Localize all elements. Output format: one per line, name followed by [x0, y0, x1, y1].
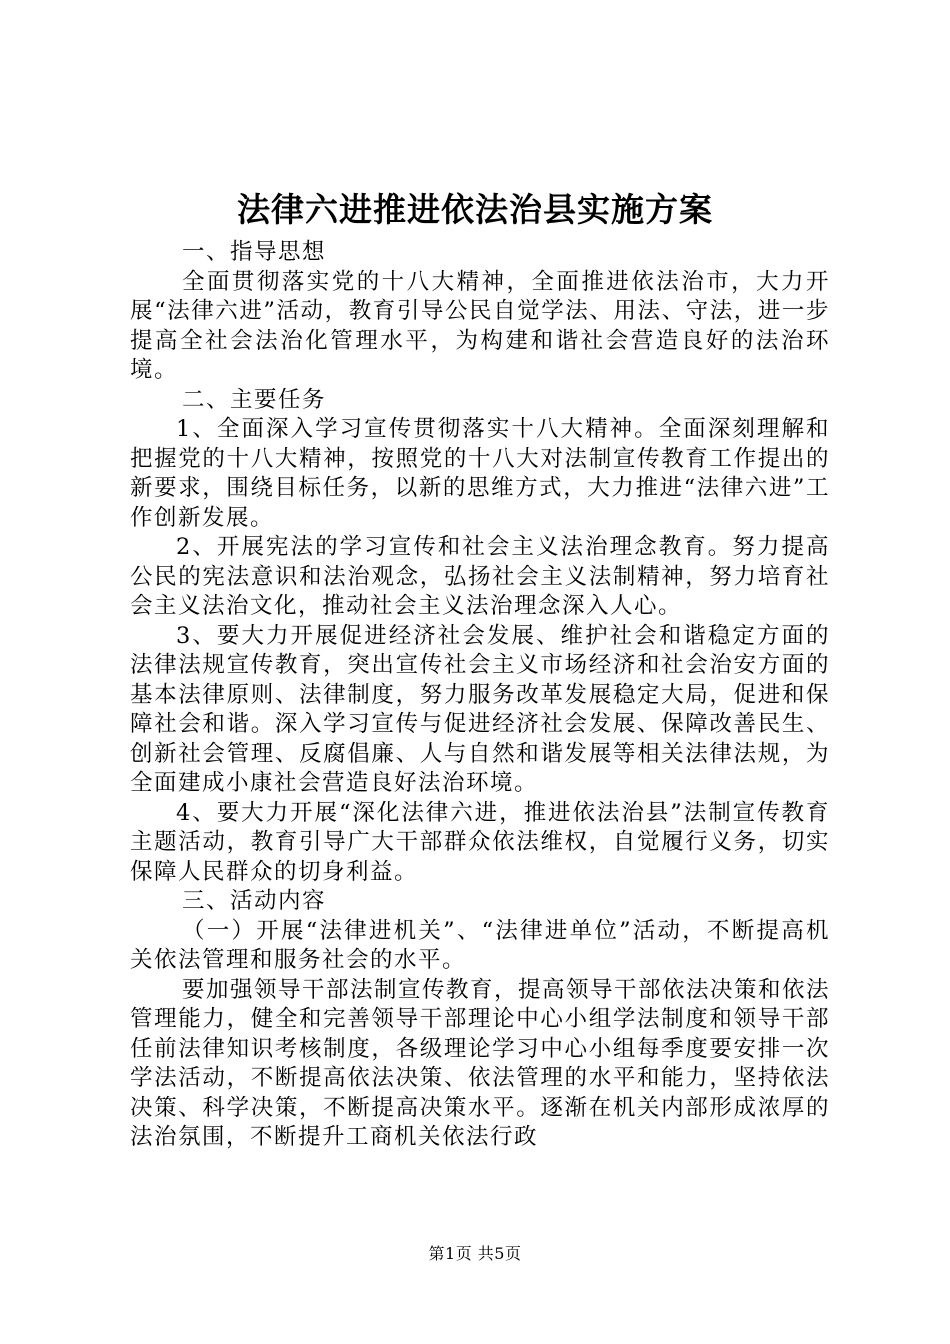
section-heading-guiding-ideology: 一、指导思想 — [182, 239, 327, 265]
section-heading-activities: 三、活动内容 — [182, 888, 327, 914]
document-body — [130, 238, 830, 1153]
section-heading-main-tasks: 二、主要任务 — [182, 386, 327, 413]
paragraph-task-4: 4、要大力开展“深化法律六进，推进依法治县”法制宣传教育主题活动，教育引导广大干部群众依法维权，自觉履行义务，切实保障人民群众的切身利益。 — [130, 799, 830, 885]
paragraph-activity-1-heading: （一）开展“法律进机关”、“法律进单位”活动，不断提高机关依法管理和服务社会的水平。 — [130, 917, 830, 973]
paragraph-task-3: 3、要大力开展促进经济社会发展、维护社会和谐稳定方面的法律法规宣传教育，突出宣传社会主义市场经济和社会治安方面的基本法律原则、法律制度，努力服务改革发展稳定大局，促进和保障社会和谐。深入学习宣传与促进经济社会发展、保障改善民生、创新社会管理、反腐倡廉、人与自然和谐发展等相关法律法规，为全面建成小康社会营造良好法治环境。 — [130, 622, 830, 796]
page-footer: 第1页 共5页 — [428, 1244, 522, 1263]
document-title: 法律六进推进依法治县实施方案 — [237, 190, 713, 229]
paragraph-guiding-ideology: 全面贯彻落实党的十八大精神，全面推进依法治市，大力开展“法律六进”活动，教育引导公民自觉学法、用法、守法，进一步提高全社会法治化管理水平，为构建和谐社会营造良好的法治环境。 — [130, 268, 830, 383]
paragraph-task-2: 2、开展宪法的学习宣传和社会主义法治理念教育。努力提高公民的宪法意识和法治观念，弘扬社会主义法制精神，努力培育社会主义法治文化，推动社会主义法治理念深入人心。 — [130, 534, 830, 619]
paragraph-task-1: 1、全面深入学习宣传贯彻落实十八大精神。全面深刻理解和把握党的十八大精神，按照党的十八大对法制宣传教育工作提出的新要求，围绕目标任务，以新的思维方式，大力推进“法律六进”工作创新发展。 — [130, 416, 830, 531]
paragraph-activity-1-body: 要加强领导干部法制宣传教育，提高领导干部依法决策和依法管理能力，健全和完善领导干部理论中心小组学法制度和领导干部任前法律知识考核制度，各级理论学习中心小组每季度要安排一次学法活动，不断提高依法决策、依法管理的水平和能力，坚持依法决策、科学决策，不断提高决策水平。逐渐在机关内部形成浓厚的法治氛围，不断提升工商机关依法行政 — [130, 976, 831, 1150]
